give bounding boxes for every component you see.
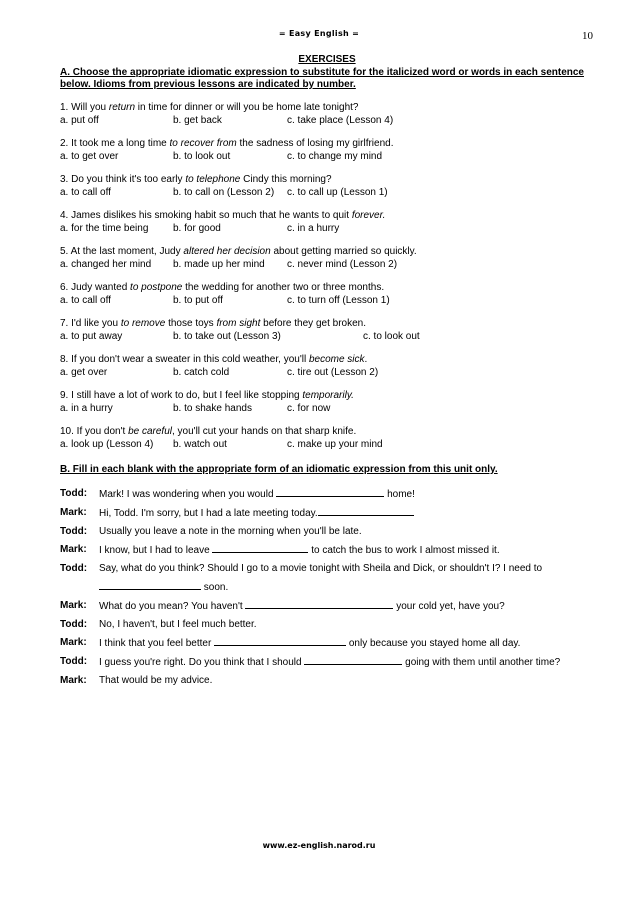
dialogue-line bbox=[60, 634, 594, 653]
speaker-name: Todd: bbox=[60, 488, 88, 499]
question-text: about getting married so quickly. bbox=[270, 246, 417, 257]
option-c: c. for now bbox=[287, 403, 331, 414]
answer-blank[interactable] bbox=[214, 634, 346, 646]
question-item bbox=[60, 281, 594, 307]
italic-phrase: be careful bbox=[128, 426, 172, 437]
dialogue-line bbox=[60, 578, 594, 597]
dialogue-text-part: only because you stayed home all day. bbox=[346, 638, 521, 649]
dialogue-line bbox=[60, 541, 594, 560]
dialogue-line bbox=[60, 653, 594, 672]
option-b: b. to take out (Lesson 3) bbox=[173, 331, 281, 342]
option-a: a. look up (Lesson 4) bbox=[60, 439, 154, 450]
dialogue-text bbox=[99, 485, 594, 504]
answer-blank[interactable] bbox=[99, 578, 201, 590]
question-text: 6. Judy wanted bbox=[60, 282, 131, 293]
dialogue-text bbox=[99, 597, 594, 616]
italic-phrase: altered her decision bbox=[183, 246, 271, 257]
option-b: b. get back bbox=[173, 115, 222, 126]
answer-options bbox=[60, 258, 594, 271]
question-item bbox=[60, 173, 594, 199]
option-a: a. for the time being bbox=[60, 223, 149, 234]
section-a-instruction: A. Choose the appropriate idiomatic expression to substitute for the italicized word or words in each sentence below. Idioms from previous lessons are indicated by number. bbox=[60, 67, 584, 90]
speaker-name: Mark: bbox=[60, 600, 87, 611]
speaker-name: Mark: bbox=[60, 544, 87, 555]
dialogue-text-part: Mark! I was wondering when you would bbox=[99, 489, 277, 500]
dialogue-text-part: I think that you feel better bbox=[99, 638, 215, 649]
question-stem bbox=[60, 101, 594, 114]
speaker-name bbox=[60, 578, 99, 597]
question-text: 4. James dislikes his smoking habit so much that he wants to quit bbox=[60, 210, 352, 221]
answer-blank[interactable] bbox=[318, 504, 414, 516]
answer-options bbox=[60, 294, 594, 307]
answer-options bbox=[60, 366, 594, 379]
italic-phrase: from sight bbox=[216, 318, 261, 329]
speaker-name: Todd: bbox=[60, 526, 88, 537]
italic-phrase: temporarily. bbox=[302, 390, 354, 401]
dialogue-text-part: Say, what do you think? Should I go to a movie tonight with Sheila and Dick, or shouldn't I? I need to bbox=[99, 563, 543, 574]
option-c: c. to look out bbox=[363, 331, 420, 342]
dialogue-text bbox=[99, 634, 594, 653]
option-a: a. changed her mind bbox=[60, 259, 152, 270]
question-text: before they get broken. bbox=[260, 318, 366, 329]
exercise-content bbox=[60, 53, 594, 690]
question-text: 10. If you don't bbox=[60, 426, 129, 437]
dialogue-text-part: home! bbox=[384, 489, 415, 500]
italic-phrase: return bbox=[108, 102, 136, 113]
dialogue-text-part: No, I haven't, but I feel much better. bbox=[99, 619, 257, 630]
dialogue-text-part: Hi, Todd. I'm sorry, but I had a late meeting today. bbox=[99, 508, 318, 519]
answer-blank[interactable] bbox=[245, 597, 393, 609]
answer-blank[interactable] bbox=[276, 485, 384, 497]
italic-phrase: to remove bbox=[120, 318, 166, 329]
question-stem bbox=[60, 317, 594, 330]
dialogue-line bbox=[60, 616, 594, 634]
question-text: . bbox=[364, 354, 368, 365]
question-item bbox=[60, 317, 594, 343]
speaker-name: Mark: bbox=[60, 637, 87, 648]
dialogue-text bbox=[99, 541, 594, 560]
dialogue-text bbox=[99, 672, 594, 690]
dialogue-text-part: soon. bbox=[201, 582, 229, 593]
question-text: the wedding for another two or three months. bbox=[182, 282, 385, 293]
dialogue-line bbox=[60, 485, 594, 504]
dialogue-text-part: Usually you leave a note in the morning when you'll be late. bbox=[99, 526, 362, 537]
page-footer: www.ez-english.narod.ru bbox=[262, 841, 376, 850]
question-text: 2. It took me a long time bbox=[60, 138, 170, 149]
question-item bbox=[60, 389, 594, 415]
question-stem bbox=[60, 281, 594, 294]
option-c: c. never mind (Lesson 2) bbox=[287, 259, 398, 270]
question-stem bbox=[60, 137, 594, 150]
answer-options bbox=[60, 222, 594, 235]
option-c: c. in a hurry bbox=[287, 223, 340, 234]
question-list bbox=[60, 101, 594, 451]
speaker-name: Todd: bbox=[60, 619, 88, 630]
option-c: c. to call up (Lesson 1) bbox=[287, 187, 388, 198]
question-text: 3. Do you think it's too early bbox=[60, 174, 186, 185]
italic-phrase: to recover from bbox=[169, 138, 237, 149]
dialogue-line bbox=[60, 504, 594, 523]
option-b: b. to shake hands bbox=[173, 403, 252, 414]
question-stem bbox=[60, 173, 594, 186]
dialogue-text bbox=[99, 523, 594, 541]
option-b: b. for good bbox=[173, 223, 221, 234]
option-a: a. to call off bbox=[60, 295, 111, 306]
answer-options bbox=[60, 438, 594, 451]
italic-phrase: forever. bbox=[351, 210, 386, 221]
speaker-name: Mark: bbox=[60, 507, 87, 518]
option-c: c. to change my mind bbox=[287, 151, 383, 162]
question-stem bbox=[60, 209, 594, 222]
option-b: b. to look out bbox=[173, 151, 231, 162]
page-number: 10 bbox=[582, 30, 593, 42]
option-b: b. to put off bbox=[173, 295, 223, 306]
option-a: a. to get over bbox=[60, 151, 119, 162]
question-stem bbox=[60, 389, 594, 402]
answer-blank[interactable] bbox=[212, 541, 308, 553]
question-text: 9. I still have a lot of work to do, but I feel like stopping bbox=[60, 390, 303, 401]
section-b-instruction: B. Fill in each blank with the appropriate form of an idiomatic expression from this unit only. bbox=[60, 464, 498, 475]
question-item bbox=[60, 137, 594, 163]
dialogue-line bbox=[60, 597, 594, 616]
question-item bbox=[60, 353, 594, 379]
speaker-name: Todd: bbox=[60, 563, 88, 574]
option-b: b. made up her mind bbox=[173, 259, 265, 270]
question-text: the sadness of losing my girlfriend. bbox=[236, 138, 394, 149]
dialogue-line bbox=[60, 560, 594, 578]
answer-options bbox=[60, 330, 594, 343]
question-stem bbox=[60, 353, 594, 366]
option-a: a. to call off bbox=[60, 187, 111, 198]
question-text: 8. If you don't wear a sweater in this cold weather, you'll bbox=[60, 354, 309, 365]
question-text: in time for dinner or will you be home late tonight? bbox=[135, 102, 359, 113]
question-item bbox=[60, 101, 594, 127]
question-text: 7. I'd like you bbox=[60, 318, 121, 329]
answer-options bbox=[60, 402, 594, 415]
dialogue-text-part: That would be my advice. bbox=[99, 675, 213, 686]
option-b: b. watch out bbox=[173, 439, 227, 450]
question-text: , you'll cut your hands on that sharp knife. bbox=[172, 426, 357, 437]
question-item bbox=[60, 209, 594, 235]
option-c: c. take place (Lesson 4) bbox=[287, 115, 394, 126]
option-a: a. in a hurry bbox=[60, 403, 113, 414]
answer-options bbox=[60, 186, 594, 199]
answer-options bbox=[60, 114, 594, 127]
speaker-name: Todd: bbox=[60, 656, 88, 667]
question-item bbox=[60, 245, 594, 271]
exercises-title: EXERCISES bbox=[298, 54, 356, 65]
answer-blank[interactable] bbox=[304, 653, 402, 665]
dialogue-text bbox=[99, 616, 594, 634]
italic-phrase: become sick bbox=[308, 354, 365, 365]
option-b: b. to call on (Lesson 2) bbox=[173, 187, 275, 198]
dialogue-text-part: I know, but I had to leave bbox=[99, 545, 213, 556]
option-b: b. catch cold bbox=[173, 367, 230, 378]
speaker-name: Mark: bbox=[60, 675, 87, 686]
italic-phrase: to telephone bbox=[185, 174, 241, 185]
dialogue-text-part: your cold yet, have you? bbox=[393, 601, 505, 612]
dialogue-text-part: What do you mean? You haven't bbox=[99, 601, 246, 612]
dialogue-line bbox=[60, 523, 594, 541]
answer-options bbox=[60, 150, 594, 163]
dialogue-text-part: going with them until another time? bbox=[402, 657, 561, 668]
option-a: a. to put away bbox=[60, 331, 123, 342]
option-a: a. get over bbox=[60, 367, 108, 378]
question-text: Cindy this morning? bbox=[240, 174, 332, 185]
dialogue-line bbox=[60, 672, 594, 690]
question-text: 1. Will you bbox=[60, 102, 109, 113]
dialogue-text bbox=[99, 578, 594, 597]
option-c: c. tire out (Lesson 2) bbox=[287, 367, 379, 378]
italic-phrase: to postpone bbox=[130, 282, 183, 293]
dialogue-text bbox=[99, 653, 594, 672]
dialogue-text bbox=[99, 504, 594, 523]
question-text: those toys bbox=[165, 318, 217, 329]
dialogue-text-part: I guess you're right. Do you think that I should bbox=[99, 657, 305, 668]
question-stem bbox=[60, 425, 594, 438]
question-item bbox=[60, 425, 594, 451]
question-text: 5. At the last moment, Judy bbox=[60, 246, 184, 257]
dialogue-text bbox=[99, 560, 594, 578]
page-header: = Easy English = bbox=[278, 29, 360, 38]
option-c: c. to turn off (Lesson 1) bbox=[287, 295, 390, 306]
dialogue-text-part: to catch the bus to work I almost missed it. bbox=[308, 545, 500, 556]
dialogue bbox=[60, 485, 594, 690]
option-a: a. put off bbox=[60, 115, 99, 126]
question-stem bbox=[60, 245, 594, 258]
option-c: c. make up your mind bbox=[287, 439, 383, 450]
